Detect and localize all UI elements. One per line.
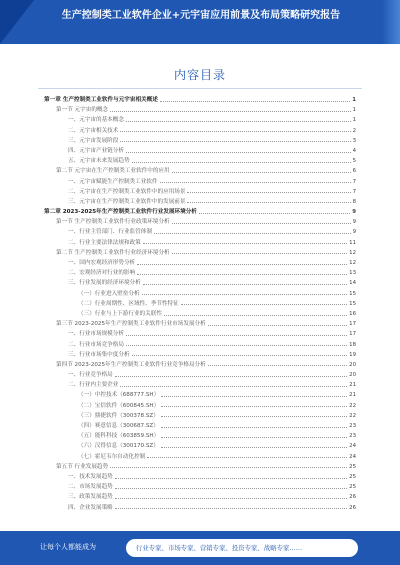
toc-entry[interactable]	[44, 95, 356, 105]
toc-entry[interactable]	[44, 136, 356, 146]
toc-entry[interactable]	[44, 278, 356, 288]
footer-slogan: 让每个人都能成为	[40, 543, 96, 551]
toc-entry[interactable]	[44, 472, 356, 482]
toc-entry-title: 第五节 行业发展趋势	[56, 463, 109, 470]
toc-page-number: 12	[349, 249, 356, 256]
toc-entry[interactable]	[44, 207, 356, 217]
toc-entry[interactable]	[44, 319, 356, 329]
toc-leader-dots	[137, 264, 347, 265]
toc-entry[interactable]	[44, 227, 356, 237]
toc-page-number: 24	[349, 453, 356, 460]
toc-entry-title: （二）行业周期性、区域性、季节性特征	[78, 300, 179, 307]
toc-page-number: 9	[352, 229, 356, 236]
toc-page-number: 20	[349, 361, 356, 368]
toc-leader-dots	[164, 315, 347, 316]
toc-leader-dots	[110, 467, 347, 468]
toc-entry[interactable]	[44, 156, 356, 166]
toc-entry[interactable]	[44, 187, 356, 197]
toc-page-number: 14	[349, 280, 356, 287]
footer-pill-text: 行业专家、市场专家、营销专家、投资专家、战略专家……	[136, 544, 303, 552]
toc-entry[interactable]	[44, 197, 356, 207]
toc-page-number: 18	[349, 341, 356, 348]
toc-entry-title: （四）赛意信息（300687.SZ）	[78, 423, 159, 429]
document-title: 生产控制类工业软件企业+元宇宙应用前景及布局策略研究报告	[61, 10, 341, 21]
toc-leader-dots	[154, 233, 351, 234]
toc-leader-dots	[161, 447, 347, 448]
toc-entry-title: （二）宝信软件（600845.SH）	[78, 402, 160, 409]
toc-leader-dots	[143, 243, 347, 244]
toc-entry-title: （三）行业与上下游行业的关联性	[78, 310, 162, 317]
toc-page-number: 17	[349, 331, 356, 338]
toc-entry-title: 四、企业发展策略	[68, 504, 113, 511]
toc-entry-title: （六）汉得信息（300170.SZ）	[78, 443, 159, 450]
toc-entry[interactable]	[44, 115, 356, 125]
toc-leader-dots	[187, 192, 350, 193]
toc-leader-dots	[160, 101, 350, 102]
toc-page-number: 6	[352, 168, 356, 175]
toc-entry-title: （五）能科科技（603859.SH）	[78, 433, 160, 440]
toc-page-number: 21	[349, 392, 356, 399]
toc-leader-dots	[132, 355, 348, 356]
toc-entry[interactable]	[44, 411, 356, 421]
toc-entry-title: 二、行业市场竞争格局	[68, 341, 124, 348]
toc-entry-title: 二、行业内主要企业	[68, 382, 119, 389]
toc-leader-dots	[120, 141, 350, 142]
toc-leader-dots	[120, 386, 347, 387]
toc-page-number: 7	[352, 178, 356, 185]
toc-entry[interactable]	[44, 340, 356, 350]
toc-leader-dots	[181, 304, 347, 305]
toc-entry-title: 一、元宇宙赋能生产控制类工业软件	[68, 178, 158, 185]
toc-leader-dots	[147, 457, 347, 458]
toc-entry[interactable]	[44, 431, 356, 441]
toc-page-number: 25	[349, 473, 356, 480]
table-of-contents	[44, 95, 356, 513]
toc-entry-title: （七）霍尼韦尔自动化控制	[78, 453, 146, 460]
toc-leader-dots	[126, 335, 347, 336]
toc-page-number: 11	[349, 239, 356, 246]
toc-entry-title: 二、元宇宙在生产控制类工业软件中的应用场景	[68, 188, 186, 195]
toc-leader-dots	[208, 325, 347, 326]
toc-leader-dots	[115, 488, 347, 489]
toc-page-number: 9	[352, 209, 356, 216]
toc-entry[interactable]	[44, 350, 356, 360]
toc-page-number: 17	[349, 321, 356, 328]
toc-leader-dots	[120, 131, 350, 132]
toc-entry[interactable]	[44, 177, 356, 187]
toc-entry-title: 二、市场发展趋势	[68, 484, 113, 491]
toc-heading: 内容目录	[173, 68, 226, 82]
toc-entry[interactable]	[44, 146, 356, 156]
toc-entry[interactable]	[44, 401, 356, 411]
header-edge-gradient	[382, 0, 400, 44]
toc-page-number: 23	[349, 423, 356, 429]
toc-entry-title: 第一节 生产控制类工业软件行业政策环境分析	[56, 219, 170, 226]
toc-page-number: 13	[349, 270, 356, 277]
toc-leader-dots	[161, 427, 347, 428]
toc-entry[interactable]	[44, 421, 356, 431]
toc-entry[interactable]	[44, 309, 356, 319]
toc-page-number: 22	[349, 412, 356, 419]
toc-entry[interactable]	[44, 268, 356, 278]
toc-entry[interactable]	[44, 299, 356, 309]
header-band	[0, 0, 400, 44]
toc-page-number: 1	[352, 107, 356, 114]
toc-entry[interactable]	[44, 248, 356, 258]
toc-leader-dots	[172, 223, 351, 224]
toc-page-number: 19	[349, 351, 356, 358]
toc-page-number: 9	[352, 219, 356, 226]
toc-entry[interactable]	[44, 217, 356, 227]
toc-entry[interactable]	[44, 482, 356, 492]
toc-page-number: 3	[352, 137, 356, 144]
toc-leader-dots	[143, 284, 347, 285]
toc-entry-title: 第一章 生产控制类工业软件与元宇宙相关概述	[44, 97, 158, 103]
toc-leader-dots	[142, 294, 348, 295]
toc-page-number: 15	[349, 300, 356, 307]
toc-entry[interactable]	[44, 370, 356, 380]
toc-entry-title: 三、行业发展的经济环境分析	[68, 280, 141, 287]
toc-entry-title: （一）行业进入壁垒分析	[78, 290, 140, 297]
toc-entry-title: 第四节 2023-2025年生产控制类工业软件行业竞争格局分析	[56, 361, 206, 368]
toc-entry-title: 第一节 元宇宙的概念	[56, 107, 109, 114]
toc-leader-dots	[161, 416, 347, 417]
toc-page-number: 26	[349, 504, 356, 511]
toc-leader-dots	[161, 406, 347, 407]
toc-entry[interactable]	[44, 441, 356, 451]
toc-leader-dots	[160, 182, 351, 183]
header-accent-triangle	[0, 0, 34, 44]
toc-leader-dots	[126, 152, 351, 153]
toc-entry-title: 一、国内宏观经济形势分析	[68, 260, 136, 266]
toc-entry-title: 二、宏观经济对行业的影响	[68, 270, 136, 277]
toc-page-number: 7	[352, 188, 356, 195]
toc-entry[interactable]	[44, 289, 356, 299]
toc-entry-title: （三）鼎捷软件（300378.SZ）	[78, 412, 159, 419]
toc-entry-title: （一）中控技术（688777.SH）	[78, 392, 160, 399]
toc-leader-dots	[199, 213, 350, 214]
toc-entry-title: 一、行业主管部门、行业监管体制	[68, 229, 152, 236]
toc-leader-dots	[115, 508, 347, 509]
toc-entry[interactable]	[44, 380, 356, 390]
toc-leader-dots	[172, 172, 351, 173]
toc-entry-title: 三、元宇宙在生产控制类工业软件中的发展前景	[68, 198, 186, 205]
toc-page-number: 16	[349, 310, 356, 317]
toc-entry[interactable]	[44, 492, 356, 502]
toc-entry-title: 三、元宇宙发展阶段	[68, 137, 119, 144]
toc-entry[interactable]	[44, 452, 356, 462]
footer-band	[0, 531, 400, 565]
toc-entry[interactable]	[44, 390, 356, 400]
toc-page-number: 25	[349, 484, 356, 491]
toc-entry-title: 二、行业主要法律法规和政策	[68, 239, 141, 246]
toc-entry-title: 四、元宇宙产业链分析	[68, 147, 124, 154]
toc-entry-title: 第二节 生产控制类工业软件行业经济环境分析	[56, 249, 170, 256]
toc-page-number: 22	[349, 402, 356, 409]
toc-entry[interactable]	[44, 360, 356, 370]
toc-entry-title: 五、元宇宙未来发展趋势	[68, 158, 130, 165]
toc-entry-title: 一、行业竞争格局	[68, 372, 113, 379]
toc-leader-dots	[132, 162, 351, 163]
toc-leader-dots	[172, 253, 347, 254]
toc-leader-dots	[115, 498, 347, 499]
toc-divider	[38, 88, 362, 89]
toc-leader-dots	[137, 274, 347, 275]
toc-leader-dots	[161, 437, 347, 438]
toc-leader-dots	[126, 121, 351, 122]
toc-entry-title: 一、技术发展趋势	[68, 473, 113, 480]
toc-entry[interactable]	[44, 166, 356, 176]
toc-entry[interactable]	[44, 258, 356, 268]
toc-entry-title: 二、元宇宙相关技术	[68, 127, 119, 134]
toc-entry-title: 三、行业市场集中度分析	[68, 351, 130, 358]
toc-page-number: 1	[352, 97, 356, 103]
toc-page-number: 4	[352, 147, 356, 154]
toc-entry[interactable]	[44, 329, 356, 339]
toc-page-number: 12	[349, 260, 356, 266]
toc-page-number: 5	[352, 158, 356, 165]
toc-entry-title: 第三节 2023-2025年生产控制类工业软件行业市场发展分析	[56, 321, 206, 328]
toc-page-number: 2	[352, 127, 356, 134]
toc-page-number: 20	[349, 372, 356, 379]
toc-page-number: 8	[352, 198, 356, 205]
toc-page-number: 25	[349, 463, 356, 470]
toc-entry-title: 一、行业市场规模分析	[68, 331, 124, 338]
toc-page-number: 15	[349, 290, 356, 297]
toc-page-number: 26	[349, 494, 356, 501]
toc-leader-dots	[115, 376, 347, 377]
toc-entry[interactable]	[44, 462, 356, 472]
toc-leader-dots	[187, 202, 350, 203]
toc-leader-dots	[126, 345, 347, 346]
toc-leader-dots	[208, 365, 347, 366]
toc-leader-dots	[115, 478, 347, 479]
toc-page-number: 24	[349, 443, 356, 450]
toc-entry[interactable]	[44, 238, 356, 248]
toc-entry[interactable]	[44, 105, 356, 115]
toc-entry-title: 一、元宇宙的基本概念	[68, 117, 124, 124]
toc-page-number: 21	[349, 382, 356, 389]
toc-leader-dots	[110, 111, 350, 112]
toc-entry[interactable]	[44, 126, 356, 136]
toc-page-number: 23	[349, 433, 356, 440]
toc-entry-title: 第二节 元宇宙在生产控制类工业软件中的应用	[56, 168, 170, 175]
toc-entry-title: 第二章 2023-2025年生产控制类工业软件行业发展环境分析	[44, 209, 197, 216]
toc-entry-title: 三、政策发展趋势	[68, 494, 113, 501]
toc-leader-dots	[161, 396, 347, 397]
toc-page-number: 1	[352, 117, 356, 124]
toc-entry[interactable]	[44, 503, 356, 513]
